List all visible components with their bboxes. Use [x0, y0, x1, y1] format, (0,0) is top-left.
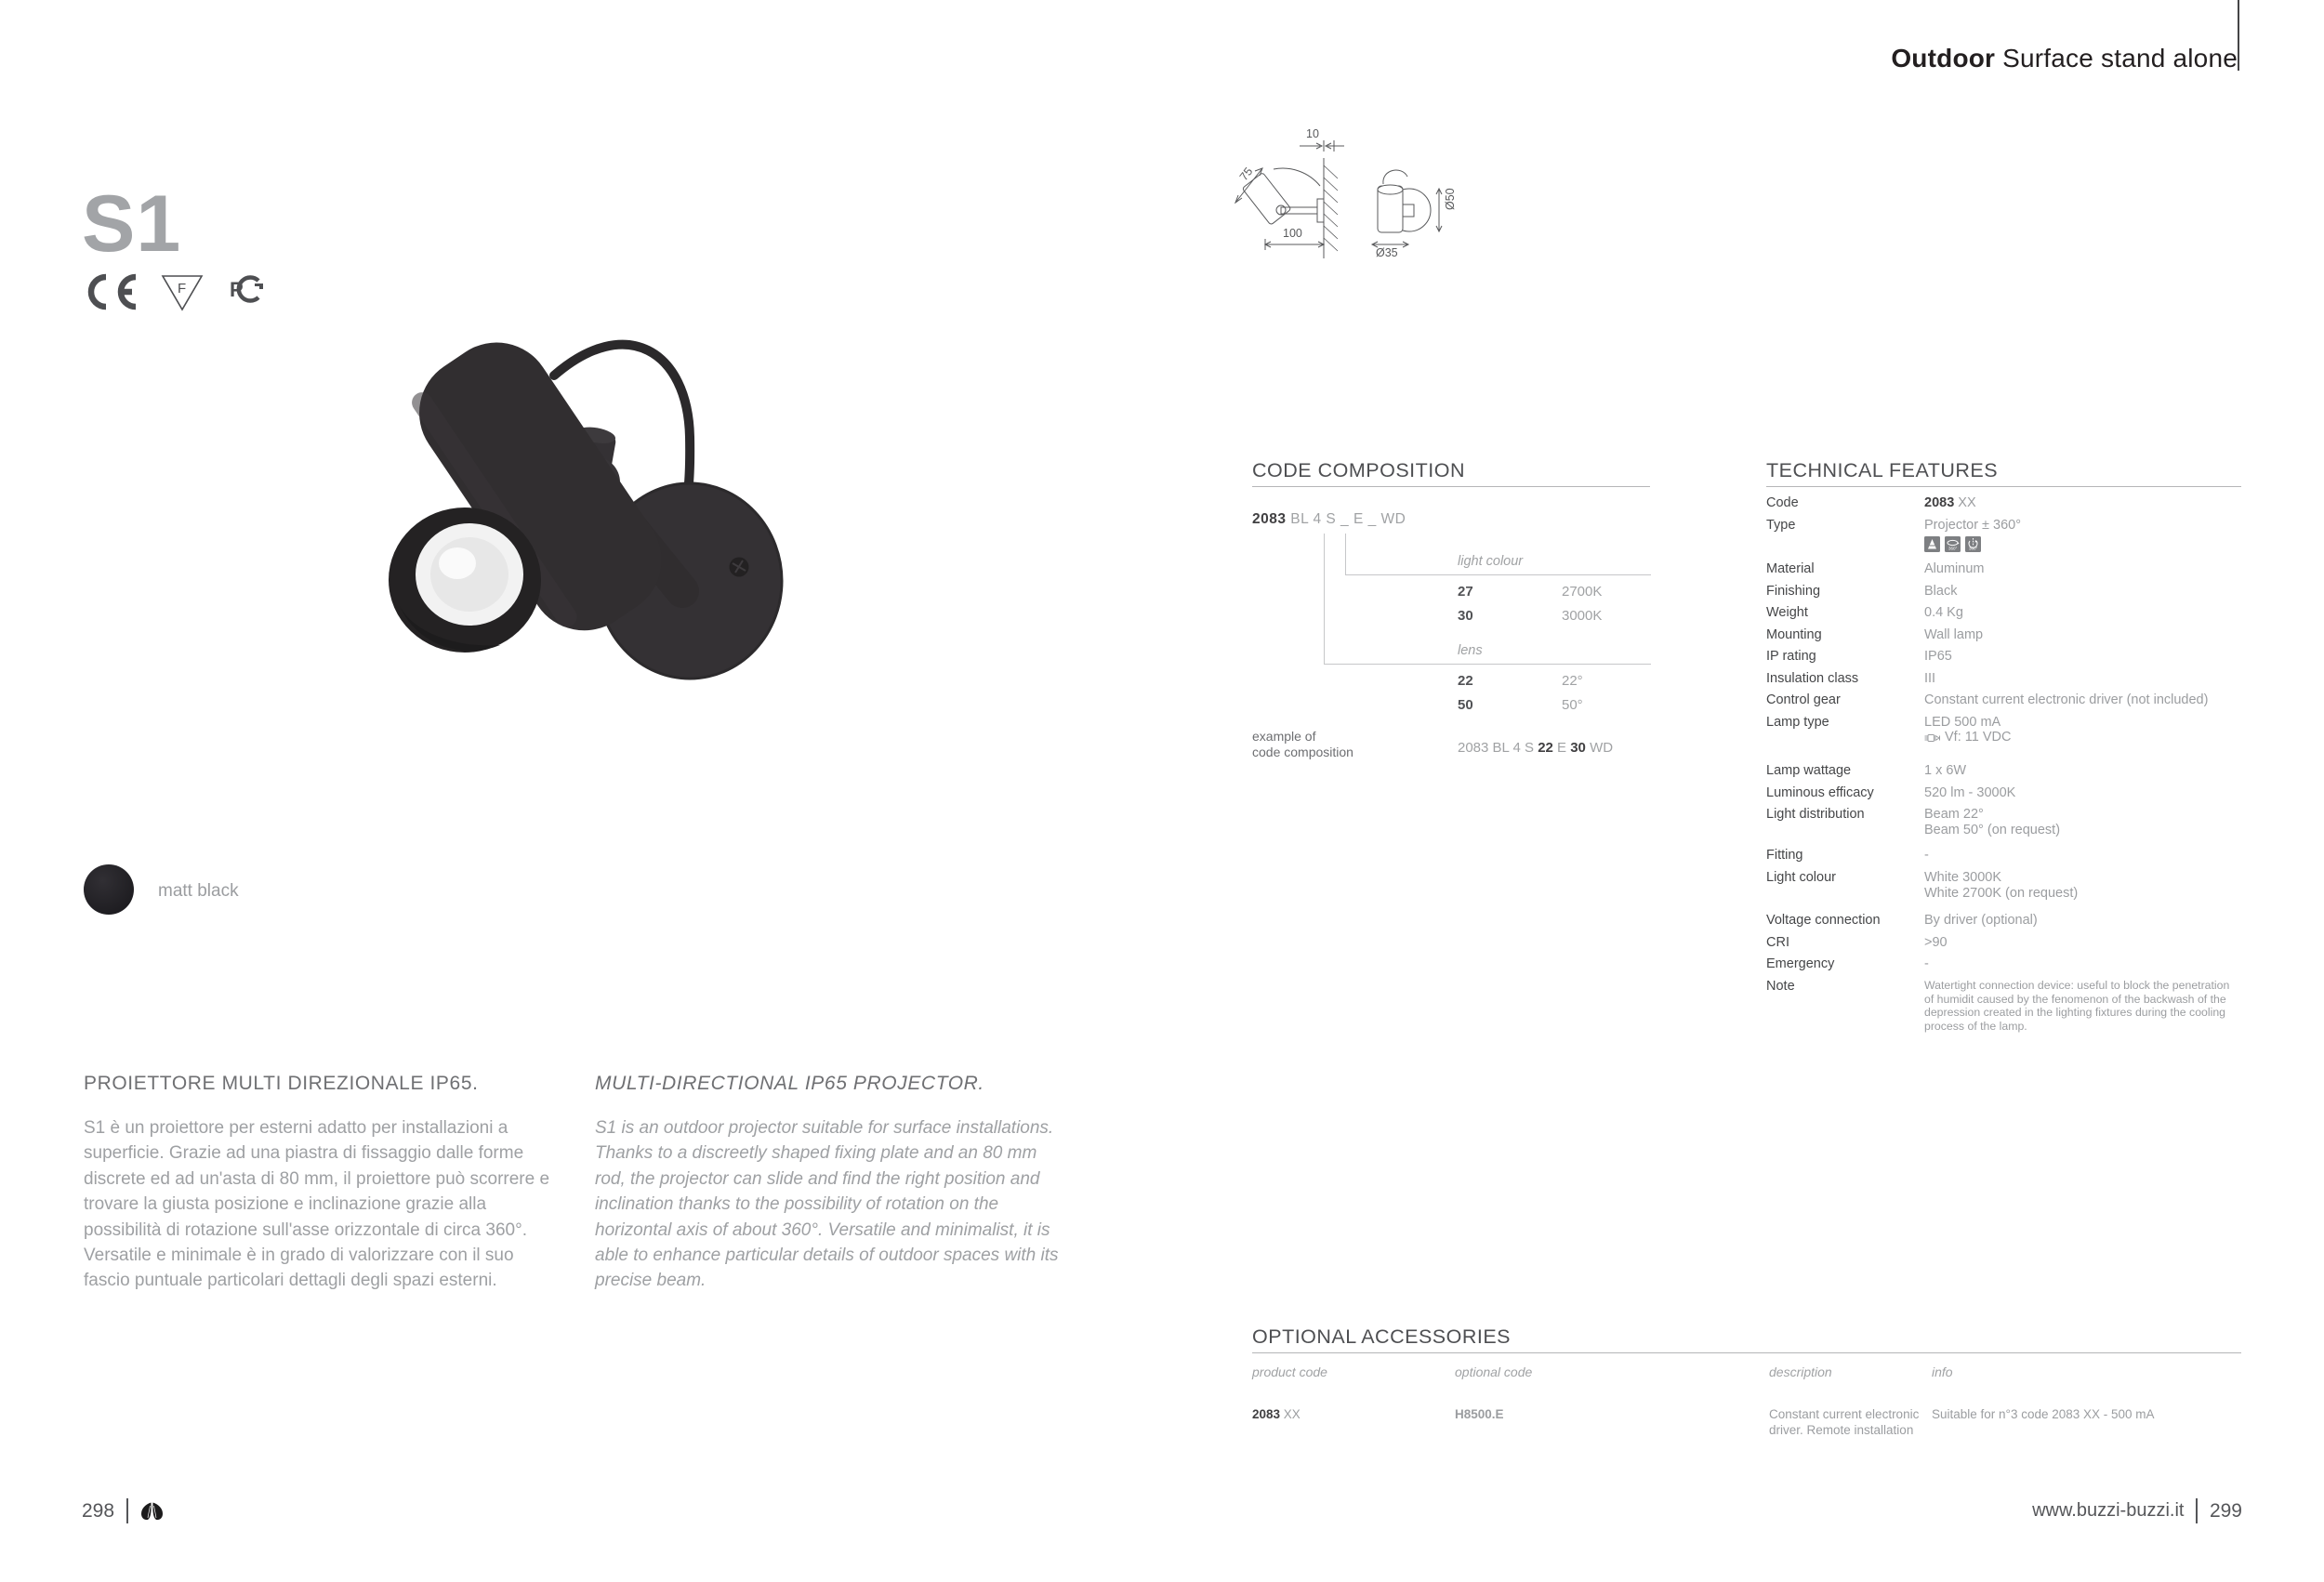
- ce-mark-icon: [84, 273, 141, 310]
- col-header-product-code: product code: [1252, 1364, 1327, 1379]
- accessory-info: Suitable for n°3 code 2083 XX - 500 mA: [1932, 1407, 2155, 1421]
- group-label-lens: lens: [1458, 643, 1483, 658]
- tech-row-note: Note Watertight connection device: useful to block the penetration of humidit caused by the fenomenon of the backwash of the depression created in the lighting fixtures during the cooling process of the lamp.: [1766, 978, 2230, 1033]
- description-en-body: S1 is an outdoor projector suitable for surface installations. Thanks to a discreetly shaped fixing plate and an 80 mm rod, the projector can slide and find the right position and inclination thanks to the possibility of rotation on the horizontal axis of about 360°. Versatile and minimalist, it is able to enhance particular details of outdoor spaces with its precise beam.: [595, 1118, 1059, 1291]
- page-number-right: 299: [2209, 1499, 2242, 1522]
- dimension-drawing: [1227, 117, 1497, 280]
- tech-row-type: Type Projector ± 360° 360° 360°: [1766, 518, 2242, 556]
- group-rule-lens: [1324, 664, 1651, 665]
- base-code: 2083 BL 4 S _ E _ WD: [1252, 511, 1406, 527]
- tech-row: Lamp wattage 1 x 6W: [1766, 763, 1967, 779]
- footer-right: [2032, 1498, 2242, 1523]
- technical-features-title: TECHNICAL FEATURES: [1766, 459, 1999, 481]
- option-code: 22: [1458, 673, 1473, 689]
- tech-row: Weight 0.4 Kg: [1766, 605, 1963, 620]
- certification-icons: [84, 273, 266, 312]
- tech-row-light-distribution: Light distribution Beam 22° Beam 50° (on request): [1766, 807, 2061, 838]
- accessory-product-code: 2083 XX: [1252, 1407, 1301, 1421]
- tech-row: Control gear Constant current electronic driver (not included): [1766, 692, 2209, 707]
- description-english: [595, 1073, 1071, 1294]
- optional-accessories-rule: [1252, 1352, 2241, 1353]
- finish-swatch-label: matt black: [158, 881, 239, 901]
- dim-35-label: Ø35: [1376, 246, 1398, 259]
- col-header-info: info: [1932, 1364, 1953, 1379]
- tech-row: IP rating IP65: [1766, 649, 1952, 664]
- svg-text:360°: 360°: [1948, 546, 1958, 551]
- technical-features-rule: [1766, 486, 2241, 487]
- code-connector-lightcolour: [1345, 534, 1346, 575]
- product-title: S1: [82, 179, 182, 269]
- option-code: 27: [1458, 584, 1473, 600]
- description-it-body: S1 è un proiettore per esterni adatto per installazioni a superficie. Grazie ad una piastra di fissaggio dalle forme discrete ed ad un'asta di 80 mm, il proiettore può scorrere e trovare la giusta posizione e inclinazione grazie alla possibilità di rotazione sull'asse orizzontale di circa 360°. Versatile e minimale è in grado di valorizzare con il suo fascio puntuale particolari dettagli degli spazi esterni.: [84, 1118, 550, 1291]
- brand-logo-icon: [140, 1502, 164, 1521]
- header-divider: [2238, 0, 2239, 71]
- code-composition-rule: [1252, 486, 1650, 487]
- footer-divider: [2196, 1498, 2198, 1523]
- f-triangle-icon: [160, 273, 205, 312]
- col-header-description: description: [1769, 1364, 1832, 1379]
- rotation-360-vertical-icon: [1965, 536, 1981, 552]
- finish-swatch-matt-black: [84, 864, 134, 915]
- dim-100-label: 100: [1283, 227, 1302, 240]
- tech-row: Finishing Black: [1766, 583, 1958, 599]
- tech-row: CRI >90: [1766, 934, 1948, 950]
- tech-row: Mounting Wall lamp: [1766, 626, 1984, 642]
- rotation-360-horizontal-icon: [1945, 536, 1961, 552]
- page-number-left: 298: [82, 1499, 115, 1522]
- option-code: 30: [1458, 608, 1473, 624]
- option-value: 22°: [1562, 673, 1583, 689]
- example-label: example of code composition: [1252, 729, 1353, 759]
- option-code: 50: [1458, 697, 1473, 713]
- tech-row-lamp-type: Lamp type LED 500 mA Vf: 11 VDC: [1766, 714, 2012, 745]
- code-connector-lens: [1324, 534, 1325, 665]
- product-photo: [361, 299, 830, 722]
- tech-row: Voltage connection By driver (optional): [1766, 913, 2038, 929]
- accessory-optional-code: H8500.E: [1455, 1407, 1504, 1421]
- website-url: www.buzzi-buzzi.it: [2032, 1500, 2185, 1521]
- tech-row: Material Aluminum: [1766, 561, 1985, 576]
- led-diode-icon: [1924, 732, 1941, 744]
- description-it-title: PROIETTORE MULTI DIREZIONALE IP65.: [84, 1073, 479, 1094]
- option-value: 50°: [1562, 697, 1583, 713]
- technical-features-table: [1766, 495, 2242, 1039]
- tech-row: Insulation class III: [1766, 670, 1936, 686]
- pct-mark-icon: [223, 273, 266, 303]
- option-value: 3000K: [1562, 608, 1603, 624]
- dim-75-label: 75: [1236, 165, 1256, 184]
- tech-row-light-colour: Light colour White 3000K White 2700K (on request): [1766, 869, 2079, 901]
- footer-divider: [126, 1498, 128, 1523]
- option-value: 2700K: [1562, 584, 1603, 600]
- group-label-light-colour: light colour: [1458, 554, 1524, 569]
- group-rule-light-colour: [1345, 574, 1651, 575]
- code-composition-title: CODE COMPOSITION: [1252, 459, 1465, 481]
- col-header-optional-code: optional code: [1455, 1364, 1533, 1379]
- svg-text:P: P: [230, 278, 244, 301]
- optional-accessories-title: OPTIONAL ACCESSORIES: [1252, 1325, 1512, 1348]
- example-code: 2083 BL 4 S 22 E 30 WD: [1458, 740, 1614, 756]
- beam-icon: [1924, 536, 1940, 552]
- accessory-description: Constant current electronic driver. Remote installation: [1769, 1407, 1920, 1437]
- svg-text:F: F: [178, 281, 187, 297]
- description-italian: [84, 1073, 560, 1294]
- tech-row-code: Code 2083 XX: [1766, 495, 1976, 510]
- header-subcategory: Surface stand alone: [1995, 44, 2238, 73]
- tech-row: Emergency -: [1766, 956, 1929, 972]
- description-en-title: MULTI-DIRECTIONAL IP65 PROJECTOR.: [595, 1073, 984, 1094]
- type-pictograms: [1924, 536, 2242, 552]
- svg-text:360°: 360°: [1969, 546, 1978, 551]
- footer-left: [82, 1498, 164, 1523]
- dim-50-label: Ø50: [1444, 188, 1457, 210]
- header-category: Outdoor: [1891, 44, 1996, 73]
- dim-10-label: 10: [1306, 127, 1319, 140]
- tech-row: Luminous efficacy 520 lm - 3000K: [1766, 784, 2016, 800]
- page-header: [1891, 44, 2238, 73]
- base-code-number: 2083: [1252, 511, 1287, 527]
- tech-row: Fitting -: [1766, 848, 1929, 864]
